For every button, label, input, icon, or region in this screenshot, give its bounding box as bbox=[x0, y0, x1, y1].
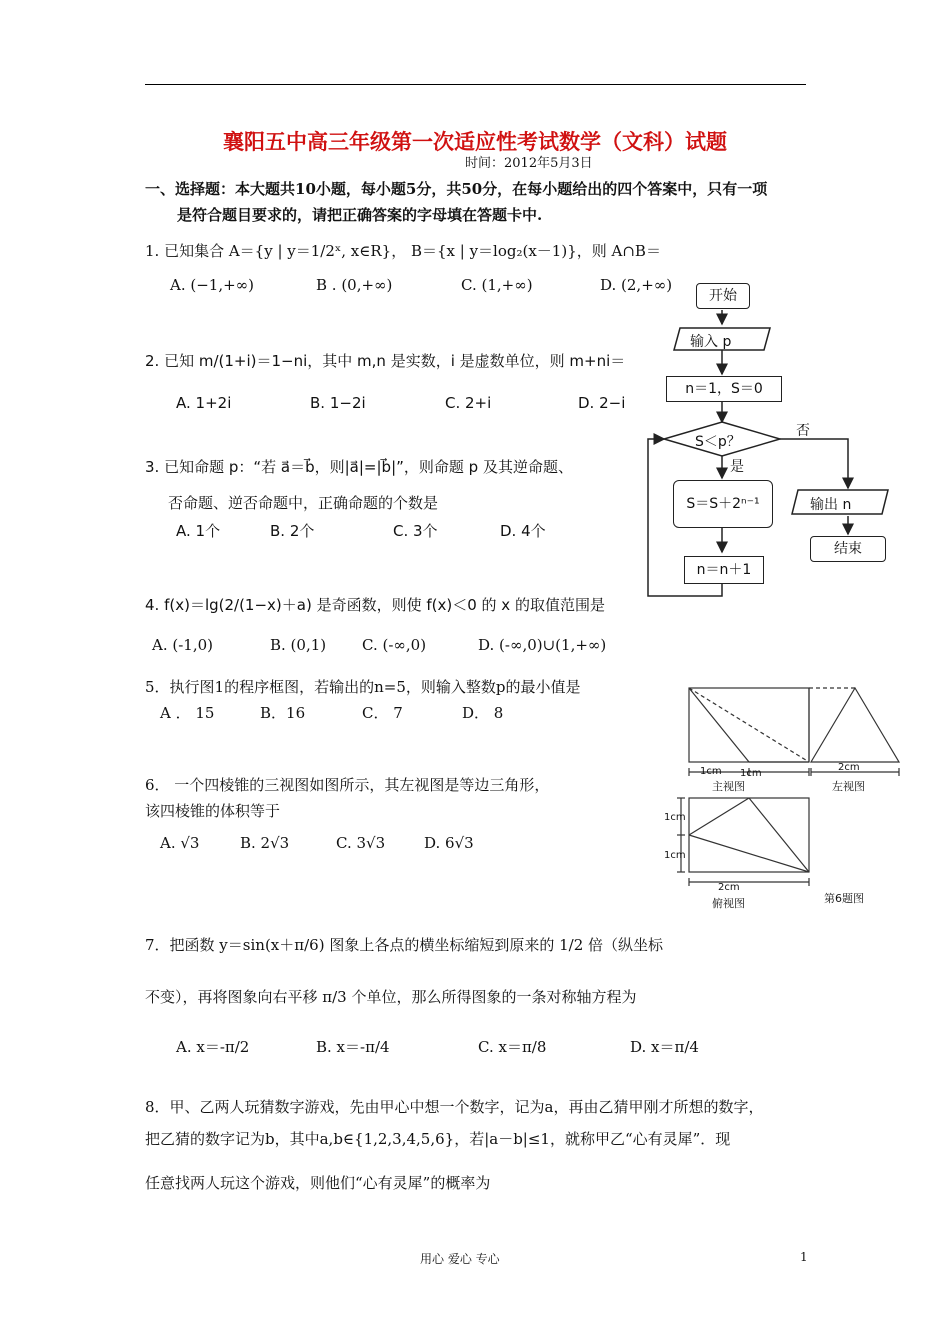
q3-text-line2: 否命题、逆否命题中，正确命题的个数是 bbox=[168, 494, 439, 512]
q6-option-b: B. 2√3 bbox=[240, 834, 290, 852]
q3-text-line1: 3. 已知命题 p：“若 a⃗＝b⃗，则|a⃗|=|b⃗|”，则命题 p 及其逆命题、 bbox=[145, 458, 573, 476]
top-view-label: 俯视图 bbox=[712, 897, 745, 910]
q6-option-c: C. 3√3 bbox=[336, 834, 386, 852]
flowchart-output: 输出 n bbox=[810, 497, 852, 513]
q4-option-b: B. (0,1) bbox=[270, 636, 327, 654]
q2-option-b: B. 1−2i bbox=[310, 394, 366, 412]
q4-option-d: D. (-∞,0)∪(1,+∞) bbox=[478, 636, 607, 654]
q4-option-a: A. (-1,0) bbox=[152, 636, 213, 654]
footer-motto: 用心 爱心 专心 bbox=[420, 1252, 500, 1266]
q5-option-c: C． 7 bbox=[362, 704, 403, 722]
flowchart-end: 结束 bbox=[810, 536, 886, 562]
q7-option-c: C. x＝π/8 bbox=[478, 1038, 547, 1056]
q6-option-a: A. √3 bbox=[160, 834, 200, 852]
q7-text-line2: 不变），再将图象向右平移 π/3 个单位，那么所得图象的一条对称轴方程为 bbox=[145, 988, 637, 1006]
q8-text-line3: 任意找两人玩这个游戏，则他们“心有灵犀”的概率为 bbox=[145, 1174, 491, 1192]
q1-option-a: A. (−1,+∞) bbox=[170, 276, 255, 294]
header-rule bbox=[145, 84, 806, 85]
top-dim-1cm-upper: 1cm bbox=[664, 812, 686, 823]
q7-text-line1: 7．把函数 y＝sin(x＋π/6) 图象上各点的横坐标缩短到原来的 1/2 倍（纵坐标 bbox=[145, 936, 664, 954]
q5-option-a: A ． 15 bbox=[160, 704, 215, 722]
q8-text-line2: 把乙猜的数字记为b，其中a,b∈{1,2,3,4,5,6}，若|a－b|≤1，就称甲乙“心有灵犀”．现 bbox=[145, 1130, 731, 1148]
side-dim-2cm: 2cm bbox=[838, 762, 860, 773]
flowchart-input: 输入 p bbox=[690, 334, 732, 350]
q5-option-d: D． 8 bbox=[462, 704, 504, 722]
front-view-label: 主视图 bbox=[712, 780, 745, 793]
q7-option-d: D. x＝π/4 bbox=[630, 1038, 699, 1056]
flowchart-init: n＝1，S＝0 bbox=[666, 376, 782, 402]
side-view-label: 左视图 bbox=[832, 780, 865, 793]
q1-option-d: D. (2,+∞) bbox=[600, 276, 673, 294]
q8-text-line1: 8．甲、乙两人玩猜数字游戏，先由甲心中想一个数字，记为a，再由乙猜甲刚才所想的数字， bbox=[145, 1098, 764, 1116]
q2-option-d: D. 2−i bbox=[578, 394, 626, 412]
q6-text-line1: 6． 一个四棱锥的三视图如图所示，其左视图是等边三角形， bbox=[145, 776, 550, 794]
q1-option-b: B . (0,+∞) bbox=[316, 276, 393, 294]
section-heading-line1: 一、选择题：本大题共10小题，每小题5分，共50分，在每小题给出的四个答案中，只有一项 bbox=[145, 180, 768, 198]
top-dim-1cm-lower: 1cm bbox=[664, 850, 686, 861]
q2-option-c: C. 2+i bbox=[445, 394, 492, 412]
q3-option-d: D. 4个 bbox=[500, 522, 546, 540]
q4-text: 4. f(x)＝lg(2/(1−x)＋a) 是奇函数，则使 f(x)＜0 的 x 的取值范围是 bbox=[145, 596, 605, 614]
q1-text: 1. 已知集合 A＝{y | y＝1/2ˣ, x∈R}， B＝{x | y＝log₂(x－1)}，则 A∩B＝ bbox=[145, 242, 661, 260]
flowchart-condition: S＜p？ bbox=[695, 434, 741, 450]
front-dim-1cm-right: 1cm bbox=[740, 768, 762, 779]
flowchart-increment: n＝n＋1 bbox=[684, 556, 764, 584]
q5-text: 5．执行图1的程序框图，若输出的n=5，则输入整数p的最小值是 bbox=[145, 678, 581, 696]
figure-caption: 第6题图 bbox=[824, 892, 864, 905]
q6-text-line2: 该四棱锥的体积等于 bbox=[145, 802, 281, 820]
q7-option-b: B. x＝-π/4 bbox=[316, 1038, 390, 1056]
three-views-figure bbox=[655, 680, 905, 910]
q5-option-b: B．16 bbox=[260, 704, 306, 722]
q4-option-c: C. (-∞,0) bbox=[362, 636, 427, 654]
exam-date: 时间：2012年5月3日 bbox=[465, 156, 593, 171]
flowchart-yes-label: 是 bbox=[730, 459, 744, 475]
page-number: 1 bbox=[800, 1250, 808, 1264]
top-dim-2cm: 2cm bbox=[718, 882, 740, 893]
q2-option-a: A. 1+2i bbox=[176, 394, 232, 412]
section-heading-line2: 是符合题目要求的，请把正确答案的字母填在答题卡中. bbox=[177, 206, 543, 224]
q6-option-d: D. 6√3 bbox=[424, 834, 474, 852]
front-dim-1cm-left: 1cm bbox=[700, 766, 722, 777]
q3-option-c: C. 3个 bbox=[393, 522, 438, 540]
flowchart-body: S＝S＋2ⁿ⁻¹ bbox=[673, 480, 773, 528]
q3-option-a: A. 1个 bbox=[176, 522, 221, 540]
flowchart-start: 开始 bbox=[696, 283, 750, 309]
q1-option-c: C. (1,+∞) bbox=[461, 276, 533, 294]
q2-text: 2. 已知 m/(1+i)＝1−ni，其中 m,n 是实数，i 是虚数单位，则 m+ni＝ bbox=[145, 352, 626, 370]
flowchart-no-label: 否 bbox=[796, 423, 810, 439]
page-title: 襄阳五中高三年级第一次适应性考试数学（文科）试题 bbox=[223, 129, 727, 154]
q3-option-b: B. 2个 bbox=[270, 522, 315, 540]
q7-option-a: A. x＝-π/2 bbox=[176, 1038, 250, 1056]
